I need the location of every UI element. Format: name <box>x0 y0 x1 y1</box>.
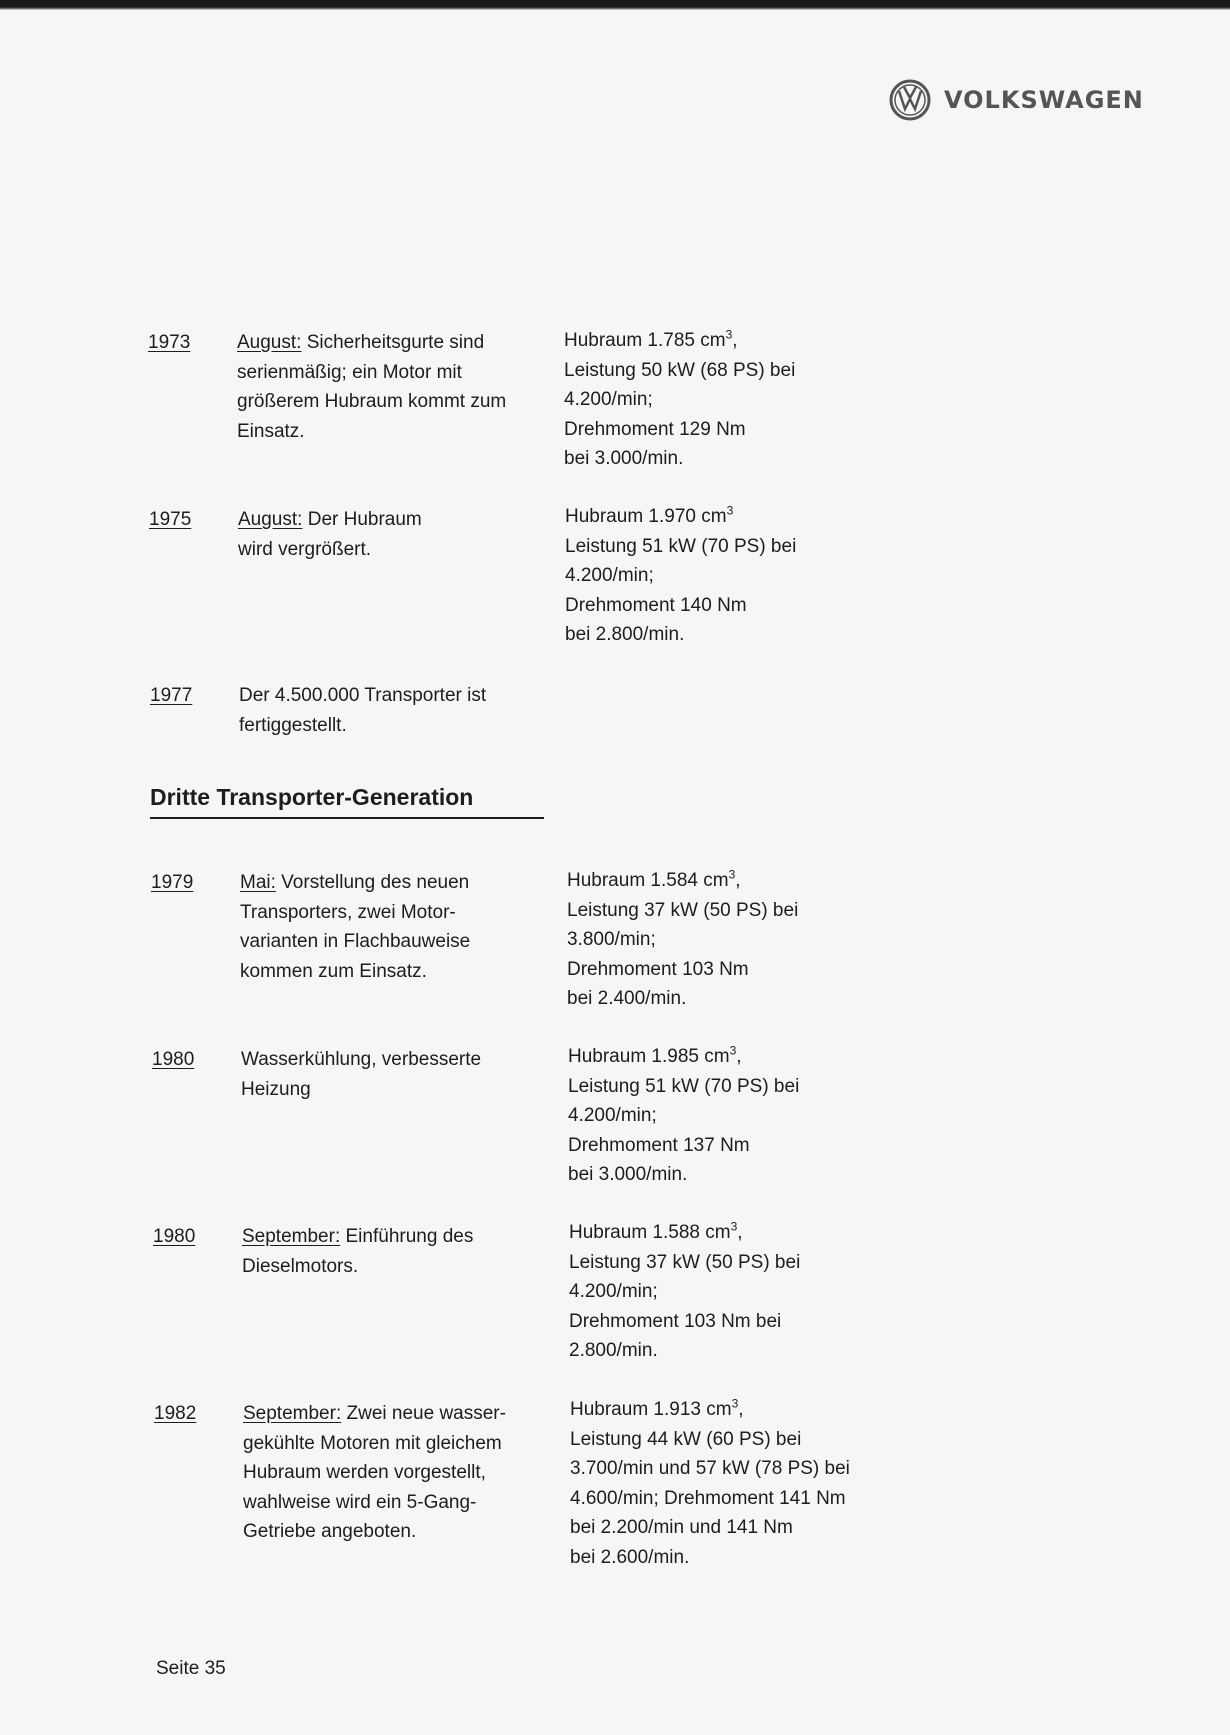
page-number: Seite 35 <box>156 1658 226 1679</box>
entry-text: Vorstellung des neuen Transporters, zwei Motor-varianten in Flachbauweise kommen zum Einsatz. <box>240 872 471 982</box>
section-title: Dritte Transporter-Generation <box>150 784 544 819</box>
entry-description <box>242 1222 522 1281</box>
entry-year: 1980 <box>152 1049 195 1070</box>
entry-description <box>241 1045 531 1104</box>
entry-description <box>240 868 510 986</box>
entry-description <box>243 1399 543 1547</box>
entry-text: Der Hubraum wird vergrößert. <box>238 509 422 560</box>
entry-year: 1975 <box>149 509 192 530</box>
entry-year: 1980 <box>153 1226 196 1247</box>
entry-text: Wasserkühlung, verbesserte Heizung <box>241 1049 482 1100</box>
entry-year: 1977 <box>150 685 193 706</box>
entry-text: Der 4.500.000 Transporter ist fertiggestellt. <box>239 685 487 736</box>
entry-year: 1973 <box>148 332 191 353</box>
entry-year: 1982 <box>154 1403 197 1424</box>
entry-spec: Hubraum 1.985 $cm^3$, Leistung 51 kW (70 PS) bei 4.200/min; Drehmoment 137 Nm bei 3.000/min. <box>568 1043 800 1185</box>
vw-logo-icon <box>888 78 932 122</box>
entry-description <box>238 505 458 564</box>
entry-description <box>237 328 507 446</box>
entry-lead: August: <box>238 509 303 530</box>
top-border <box>0 0 1230 10</box>
entry-year: 1979 <box>151 872 194 893</box>
entry-spec: Hubraum 1.584 $cm^3$, Leistung 37 kW (50 PS) bei 3.800/min; Drehmoment 103 Nm bei 2.400/min. <box>567 867 799 1009</box>
brand-name: VOLKSWAGEN <box>944 86 1144 114</box>
entry-spec: Hubraum 1.785 $cm^3$, Leistung 50 kW (68 PS) bei 4.200/min; Drehmoment 129 Nm bei 3.000/min. <box>564 327 796 469</box>
entry-lead: Mai: <box>240 872 276 893</box>
entry-text: Einführung des Dieselmotors. <box>242 1226 474 1277</box>
entry-description <box>239 681 529 740</box>
entry-spec: Hubraum 1.913 $cm^3$, Leistung 44 kW (60 PS) bei 3.700/min und 57 kW (78 PS) bei 4.600/min; Drehmoment 141 Nm bei 2.200/min und 141 Nm bei 2.600/min. <box>570 1396 850 1568</box>
entry-text: Sicherheitsgurte sind serienmäßig; ein Motor mit größerem Hubraum kommt zum Einsatz. <box>237 332 507 442</box>
entry-text: Zwei neue wasser-gekühlte Motoren mit gleichem Hubraum werden vorgestellt, wahlweise wird ein 5-Gang-Getriebe angeboten. <box>243 1403 506 1542</box>
entry-lead: September: <box>242 1226 341 1247</box>
entry-lead: September: <box>243 1403 342 1424</box>
entry-spec: Hubraum 1.588 $cm^3$, Leistung 37 kW (50 PS) bei 4.200/min; Drehmoment 103 Nm bei 2.800/min. <box>569 1219 801 1361</box>
entry-spec: Hubraum 1.970 $cm^3$ Leistung 51 kW (70 PS) bei 4.200/min; Drehmoment 140 Nm bei 2.800/min. <box>565 503 797 645</box>
brand-logo <box>888 76 1144 124</box>
entry-lead: August: <box>237 332 302 353</box>
